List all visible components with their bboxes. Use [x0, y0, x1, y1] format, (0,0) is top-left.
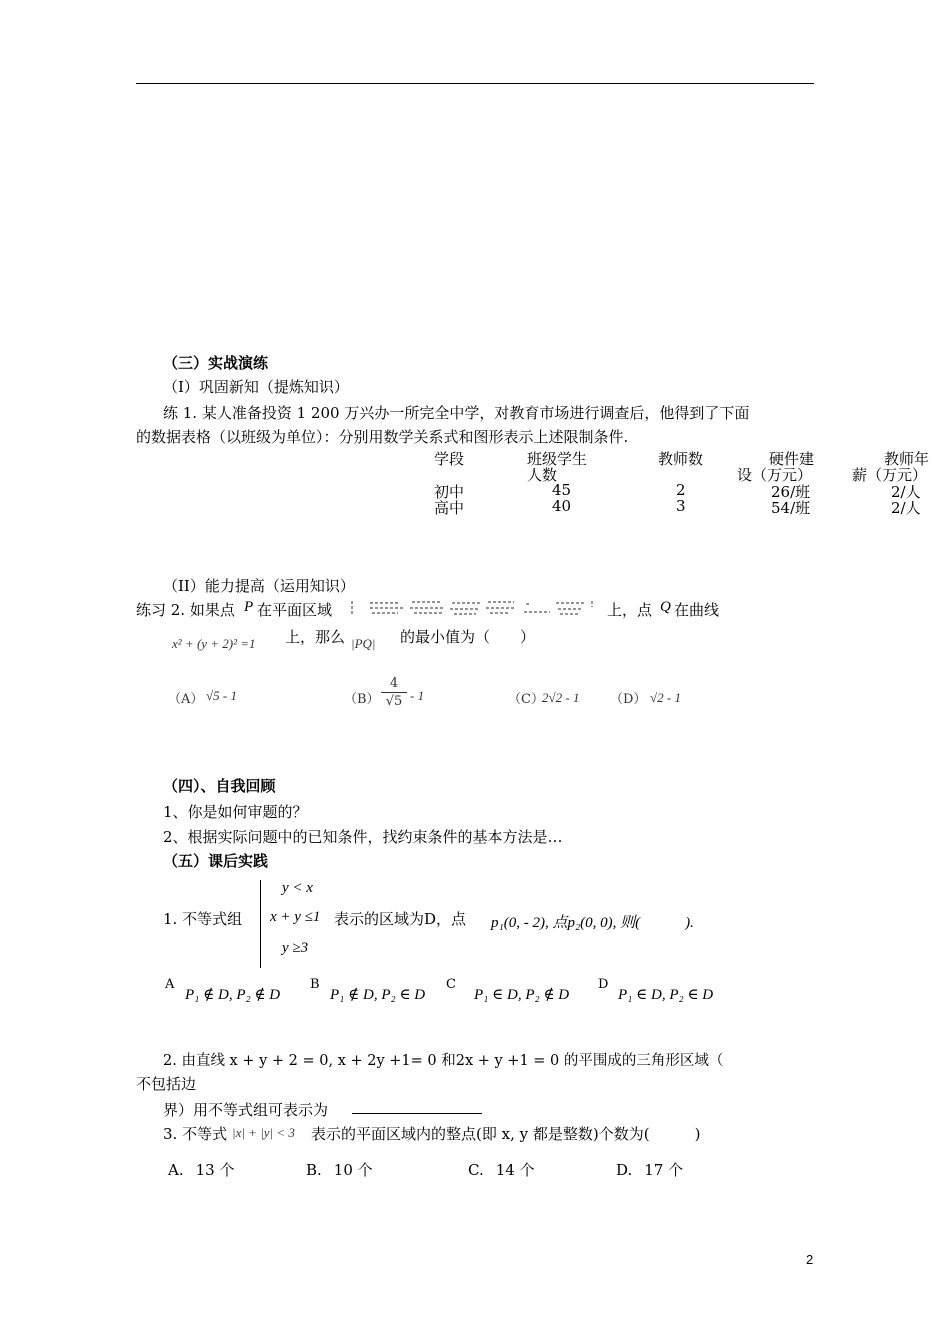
table-cell-stage: 初中: [434, 483, 465, 501]
table-cell-students: 45: [552, 481, 572, 499]
section5-title: （五）课后实践: [163, 852, 269, 870]
table-cell-students: 40: [552, 497, 572, 515]
section4-question2: 2、根据实际问题中的已知条件，找约束条件的基本方法是…: [163, 828, 563, 846]
problem2-line3: 界）用不等式组可表示为: [163, 1101, 329, 1119]
problem1-option-a-label: A: [165, 977, 175, 992]
exercise1-line1: 练 1. 某人准备投资 1 200 万兴办一所完全中学，对教育市场进行调查后，他得到了下面: [163, 404, 750, 422]
problem1-option-b: P₁ ∉ D, P₂ ∈ D: [330, 987, 426, 1003]
exercise2-text-b: 在平面区域: [257, 601, 333, 619]
choice-label: C.: [468, 1161, 484, 1179]
choice-label: D.: [616, 1161, 633, 1179]
table-cell-hardware: 26/班: [771, 483, 811, 501]
section4-title: （四）、自我回顾: [163, 777, 276, 795]
table-cell-stage: 高中: [434, 499, 465, 517]
problem1-inequality-3: y ≥3: [282, 940, 309, 956]
exercise2-distance-pq: |PQ|: [351, 636, 376, 651]
exercise2-option-b-label: （B）: [344, 692, 380, 707]
problem1-option-b-label: B: [310, 977, 320, 992]
table-header-students-b: 人数: [527, 466, 558, 484]
exercise2-option-a: √5 - 1: [206, 688, 237, 703]
exercise2-text-c: 上，点: [607, 601, 653, 619]
exercise2-option-c: 2√2 - 1: [542, 690, 580, 705]
exercise2-option-a-label: （A）: [168, 692, 204, 707]
problem1-points: p₁(0, - 2), 点p₂(0, 0), 则( ).: [491, 915, 694, 931]
table-header-salary-a: 教师年: [884, 450, 930, 468]
section3-sub2: （II）能力提高（运用知识）: [163, 577, 355, 595]
section3-title: （三）实战演练: [163, 354, 269, 372]
exercise2-point-q: Q: [660, 599, 671, 615]
table-header-hardware-b: 设（万元）: [737, 466, 813, 484]
exercise2-text-a: 练习 2. 如果点: [136, 601, 235, 619]
problem2-line2: 不包括边: [136, 1075, 197, 1093]
exercise2-option-d: √2 - 1: [650, 690, 681, 705]
exercise2-point-p: P: [244, 599, 254, 615]
inequality-system-brace: [260, 880, 267, 968]
exercise2-option-c-label: （C）: [508, 692, 544, 707]
problem1-text-a: 1. 不等式组: [163, 910, 243, 928]
problem3-choice: [168, 1159, 234, 1180]
exercise1-line2: 的数据表格（以班级为单位）：分别用数学关系式和图形表示上述限制条件.: [136, 428, 629, 446]
table-cell-teachers: 2: [676, 481, 686, 499]
problem1-option-a: P₁ ∉ D, P₂ ∉ D: [185, 987, 281, 1003]
table-cell-salary: 2/人: [891, 499, 921, 517]
exercise2-text-d: 在曲线: [674, 601, 720, 619]
exercise2-option-b-fraction: [381, 676, 407, 711]
problem1-option-c-label: C: [446, 977, 456, 992]
table-header-stage: 学段: [434, 450, 465, 468]
table-header-hardware-a: 硬件建: [769, 450, 815, 468]
exercise2-circle-equation: x² + (y + 2)² =1: [172, 636, 256, 651]
problem1-text-b: 表示的区域为D，点: [334, 910, 467, 928]
table-header-students-a: 班级学生: [527, 450, 588, 468]
exercise2-text-f: 的最小值为（ ）: [400, 628, 536, 646]
problem3-text-a: 3. 不等式: [163, 1125, 228, 1143]
fraction-numerator: 4: [381, 676, 407, 693]
section3-sub1: （I）巩固新知（提炼知识）: [163, 378, 349, 396]
problem2-line1: 2. 由直线 x + y + 2 = 0, x + 2y +1= 0 和2x + y +1 = 0 的平围成的三角形区域（: [163, 1053, 724, 1069]
choice-text: 10 个: [333, 1161, 373, 1179]
problem1-option-c: P₁ ∈ D, P₂ ∉ D: [474, 987, 570, 1003]
table-cell-salary: 2/人: [891, 483, 921, 501]
problem3-text-b: 表示的平面区域内的整点(即 x, y 都是整数)个数为( ): [311, 1125, 701, 1143]
table-header-teachers: 教师数: [658, 450, 704, 468]
choice-text: 14 个: [495, 1161, 535, 1179]
exercise2-text-e: 上，那么: [285, 628, 346, 646]
fraction-denominator: √5: [385, 694, 403, 709]
problem1-option-d: P₁ ∈ D, P₂ ∈ D: [618, 987, 714, 1003]
problem3-choice: [468, 1159, 535, 1180]
choice-label: A.: [168, 1161, 184, 1179]
problem1-option-d-label: D: [598, 977, 609, 992]
choice-text: 13 个: [195, 1161, 235, 1179]
table-header-salary-b: 薪（万元）: [852, 466, 928, 484]
section4-question1: 1、你是如何审题的？: [163, 803, 308, 821]
problem1-inequality-1: y < x: [282, 880, 313, 896]
problem3-choice: [306, 1159, 373, 1180]
answer-underline: [352, 1099, 482, 1114]
region-formula-image: [350, 598, 598, 616]
table-cell-hardware: 54/班: [771, 499, 811, 517]
choice-text: 17 个: [644, 1161, 684, 1179]
page-number: 2: [806, 1252, 814, 1267]
problem2-answer-blank[interactable]: [352, 1099, 482, 1118]
table-cell-teachers: 3: [676, 497, 686, 515]
header-rule: [136, 83, 814, 84]
problem3-expression: |x| + |y| < 3: [232, 1125, 295, 1140]
choice-label: B.: [306, 1161, 322, 1179]
problem3-choice: [616, 1159, 683, 1180]
exercise2-option-b-tail: - 1: [410, 688, 425, 703]
problem1-inequality-2: x + y ≤1: [270, 909, 321, 925]
exercise2-option-d-label: （D）: [610, 692, 647, 707]
